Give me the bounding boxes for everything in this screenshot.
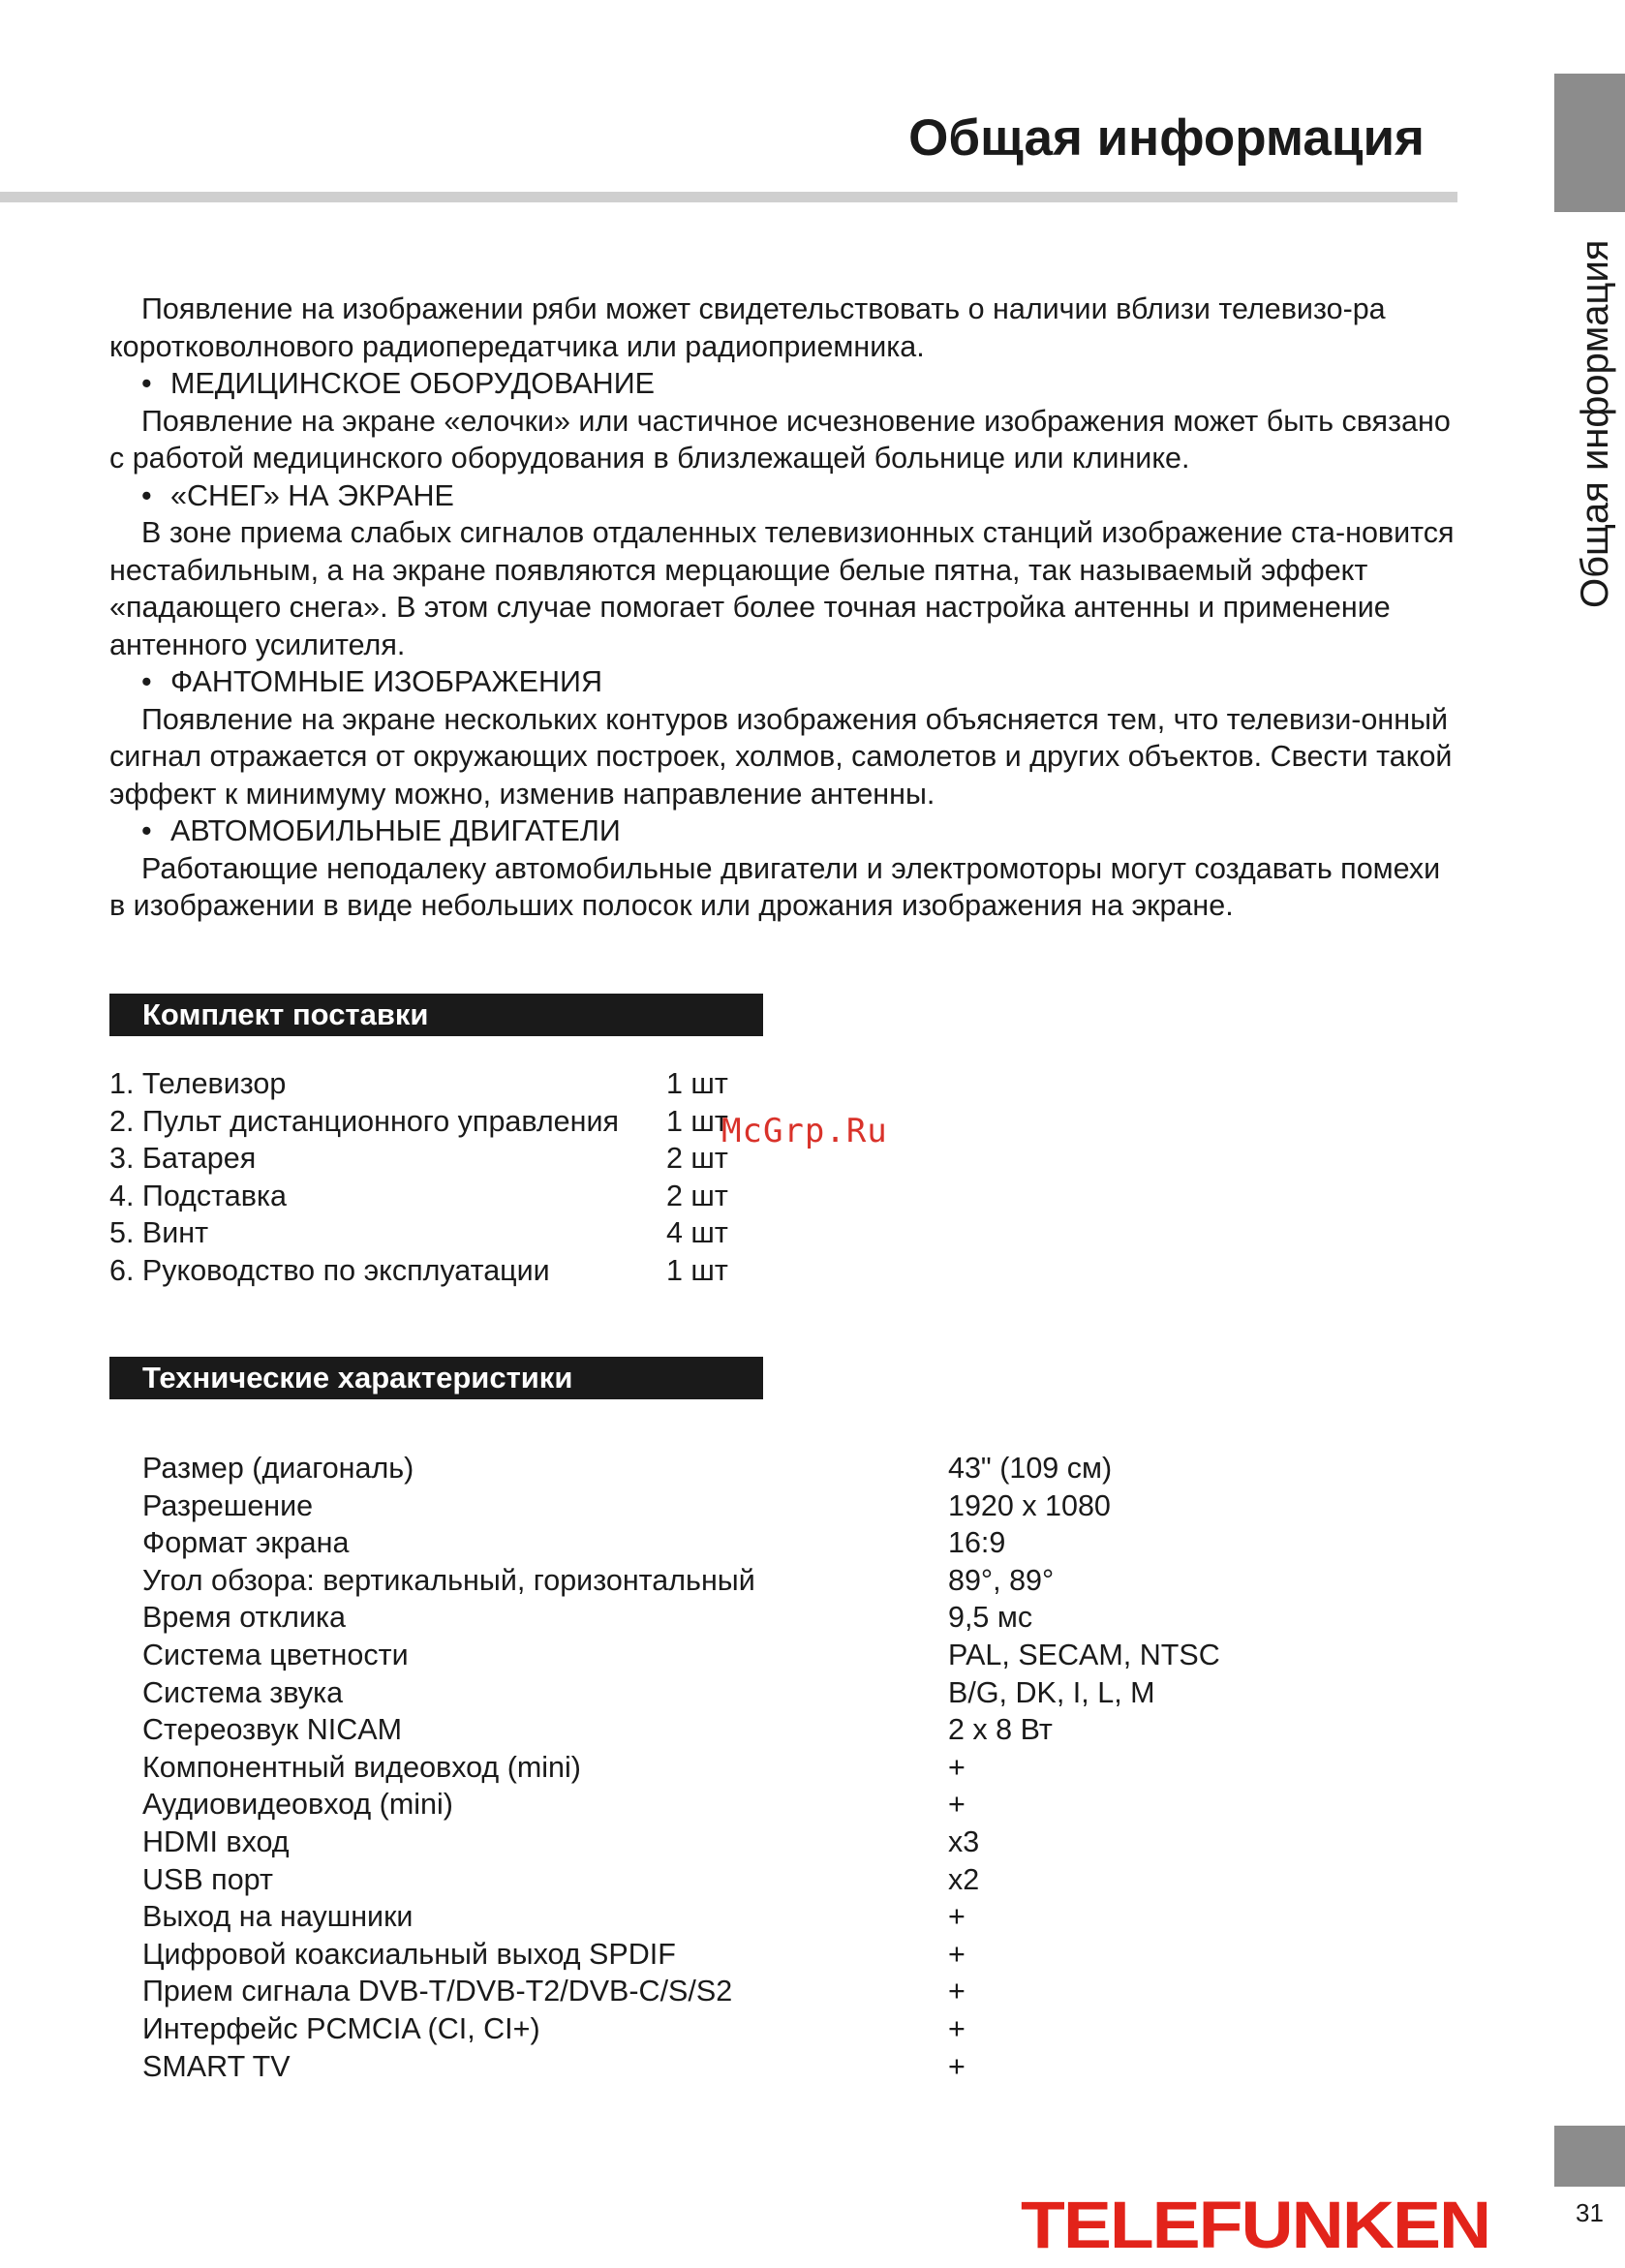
table-row: Система звука B/G, DK, I, L, M [142, 1675, 1155, 1709]
list-item: 5. Винт 4 шт [109, 1216, 728, 1249]
page-number: 31 [1576, 2198, 1604, 2227]
page-marker [1554, 2126, 1625, 2187]
watermark-text: McGrp.Ru [721, 1112, 888, 1150]
paragraph: Появление на экране «елочки» или частичное исчезновение изображения может быть связано с работой медицинского оборудования в близлежащей больнице или клинике. [109, 404, 1451, 475]
table-row: HDMI вход x3 [142, 1824, 980, 1858]
paragraph: Появление на изображении ряби может свидетельствовать о наличии вблизи телевизо-ра коротковолнового радиопередатчика или радиоприемника. [109, 292, 1386, 363]
table-row: Выход на наушники + [142, 1900, 966, 1934]
list-item: 2. Пульт дистанционного управления 1 шт [109, 1104, 728, 1138]
bullet-heading: • ФАНТОМНЫЕ ИЗОБРАЖЕНИЯ [109, 663, 1460, 701]
table-row: Время отклика 9,5 мс [142, 1601, 1033, 1635]
intro-text [109, 291, 1460, 925]
paragraph: Работающие неподалеку автомобильные двигатели и электромоторы могут создавать помехи в изображении в виде небольших полосок или дрожания изображения на экране. [109, 851, 1441, 922]
table-row: Система цветности PAL, SECAM, NTSC [142, 1638, 1220, 1671]
table-row: Компонентный видеовход (mini) + [142, 1750, 966, 1784]
brand-logo: TELEFUNKEN [1021, 2187, 1490, 2262]
list-item: 1. Телевизор 1 шт [109, 1067, 728, 1100]
paragraph: Появление на экране нескольких контуров изображения объясняется тем, что телевизи-онный сигнал отражается от окружающих построек, холмов, самолетов и других объектов. Свести такой эффект к минимуму можно, изменив направление антенны. [109, 702, 1453, 811]
table-row: Размер (диагональ) 43" (109 см) [142, 1452, 1113, 1485]
table-row: Угол обзора: вертикальный, горизонтальный 89°, 89° [142, 1563, 1055, 1597]
specs-table [142, 1450, 1304, 2085]
list-item: 4. Подставка 2 шт [109, 1179, 728, 1212]
table-row: Стереозвук NICAM 2 x 8 Вт [142, 1713, 1053, 1747]
kit-list [109, 1065, 787, 1289]
list-item: 3. Батарея 2 шт [109, 1142, 728, 1175]
side-tab-marker [1554, 74, 1625, 212]
bullet-heading: • «СНЕГ» НА ЭКРАНЕ [109, 477, 1460, 515]
table-row: Интерфейс PCMCIA (CI, CI+) + [142, 2011, 966, 2045]
table-row: Формат экрана 16:9 [142, 1526, 1006, 1560]
side-tab-label: Общая информация [1574, 239, 1616, 608]
specs-section-heading: Технические характеристики [109, 1357, 763, 1399]
paragraph: В зоне приема слабых сигналов отдаленных телевизионных станций изображение ста-новится нестабильным, а на экране появляются мерцающие белые пятна, так называемый эффект «падающего снега». В этом случае помогает более точная настройка антенны и применение антенного усилителя. [109, 516, 1455, 661]
table-row: Прием сигнала DVB-T/DVB-T2/DVB-C/S/S2 + [142, 1975, 966, 2008]
table-row: USB порт x2 [142, 1862, 980, 1896]
title-divider [0, 192, 1457, 202]
table-row: Цифровой коаксиальный выход SPDIF + [142, 1937, 966, 1971]
bullet-heading: • АВТОМОБИЛЬНЫЕ ДВИГАТЕЛИ [109, 812, 1460, 850]
table-row: Аудиовидеовход (mini) + [142, 1788, 966, 1822]
page-title: Общая информация [908, 109, 1425, 167]
table-row: SMART TV + [142, 2049, 966, 2083]
table-row: Разрешение 1920 x 1080 [142, 1488, 1111, 1522]
list-item: 6. Руководство по эксплуатации 1 шт [109, 1253, 728, 1287]
kit-section-heading: Комплект поставки [109, 994, 763, 1036]
bullet-heading: • МЕДИЦИНСКОЕ ОБОРУДОВАНИЕ [109, 365, 1460, 403]
